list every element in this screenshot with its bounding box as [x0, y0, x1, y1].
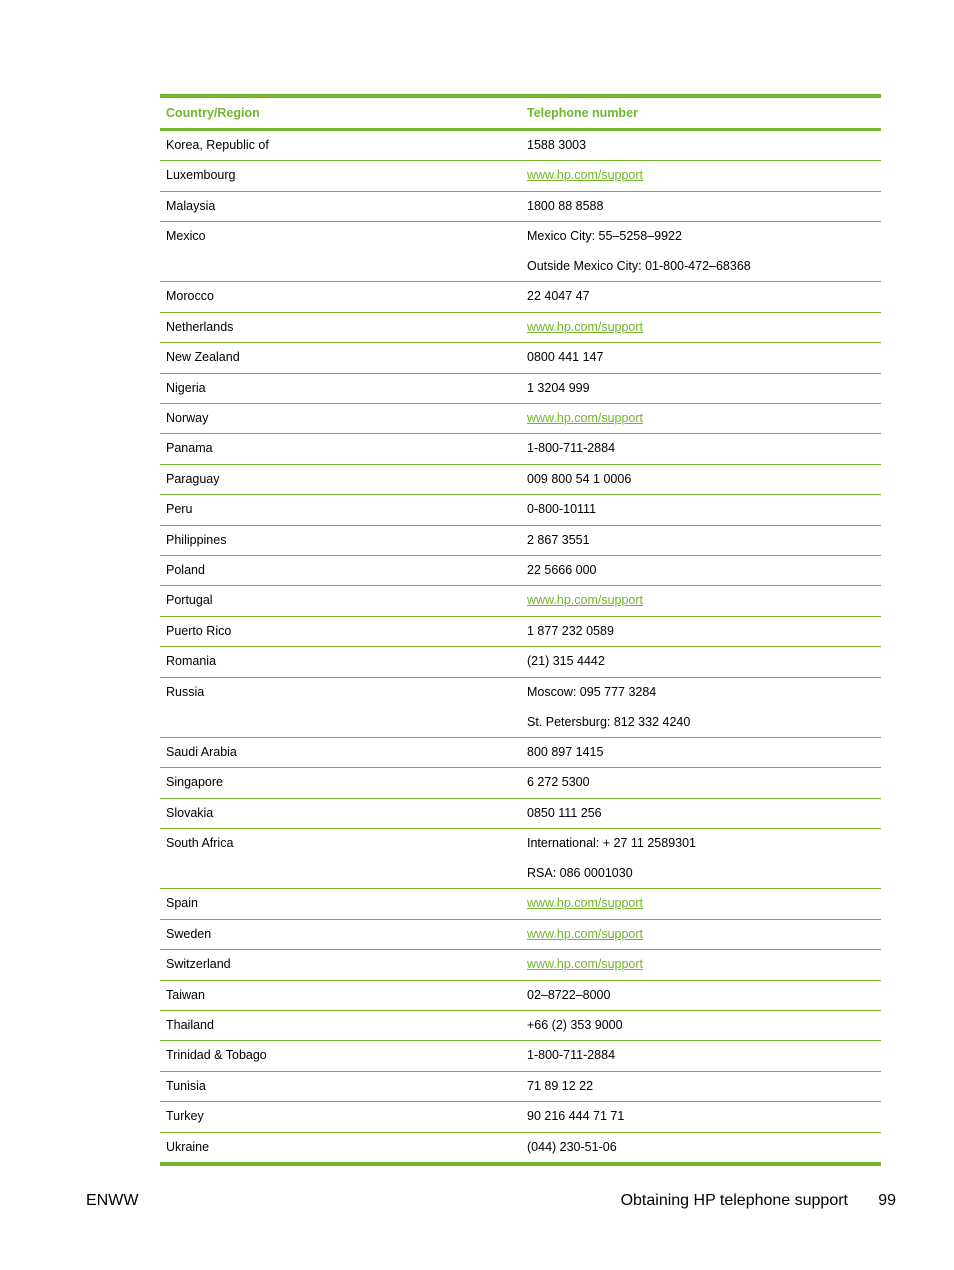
- phone-number: 1-800-711-2884: [527, 1048, 616, 1063]
- country-cell: Philippines: [166, 532, 227, 547]
- phone-cell: [521, 1102, 881, 1131]
- phone-cell: [521, 222, 881, 281]
- phone-number: 22 5666 000: [527, 563, 597, 578]
- table-row: [160, 343, 881, 373]
- country-cell: Korea, Republic of: [166, 138, 269, 152]
- phone-cell: [521, 586, 881, 615]
- table-row: [160, 282, 881, 312]
- phone-number: (21) 315 4442: [527, 654, 605, 669]
- table-row: [160, 222, 881, 282]
- page-number: 99: [878, 1192, 896, 1209]
- phone-cell: [521, 556, 881, 585]
- phone-cell: [521, 829, 881, 888]
- phone-number: +66 (2) 353 9000: [527, 1017, 623, 1032]
- phone-cell: [521, 738, 881, 767]
- phone-number: 009 800 54 1 0006: [527, 471, 632, 486]
- support-link[interactable]: www.hp.com/support: [527, 926, 644, 941]
- country-cell: Malaysia: [166, 198, 216, 213]
- table-row: [160, 678, 881, 738]
- phone-number: 1-800-711-2884: [527, 441, 616, 456]
- country-cell: Romania: [166, 654, 217, 669]
- table-row: [160, 647, 881, 677]
- country-cell: Mexico: [166, 229, 206, 244]
- phone-cell: [521, 313, 881, 342]
- country-cell: Panama: [166, 441, 213, 456]
- country-cell: Switzerland: [166, 957, 231, 972]
- country-cell: Trinidad & Tobago: [166, 1048, 267, 1063]
- phone-number: 1 877 232 0589: [527, 623, 614, 638]
- table-row: [160, 1011, 881, 1041]
- phone-cell: [521, 404, 881, 433]
- country-cell: Luxembourg: [166, 168, 236, 183]
- phone-cell: [521, 950, 881, 979]
- table-row: [160, 1072, 881, 1102]
- phone-number: St. Petersburg: 812 332 4240: [527, 714, 691, 729]
- country-cell: Paraguay: [166, 471, 220, 486]
- phone-number: RSA: 086 0001030: [527, 865, 633, 880]
- table-row: [160, 1041, 881, 1071]
- table-body: [160, 131, 881, 1162]
- country-cell: Tunisia: [166, 1078, 206, 1093]
- phone-cell: [521, 282, 881, 311]
- country-cell: Slovakia: [166, 805, 214, 820]
- phone-number: 0-800-10111: [527, 502, 597, 517]
- phone-number: 71 89 12 22: [527, 1078, 594, 1093]
- table-row: [160, 738, 881, 768]
- footer-label: ENWW: [86, 1192, 139, 1209]
- phone-cell: [521, 678, 881, 737]
- phone-cell: [521, 889, 881, 918]
- phone-number: 22 4047 47: [527, 289, 590, 304]
- table-row: [160, 404, 881, 434]
- table-row: [160, 768, 881, 798]
- table-row: [160, 374, 881, 404]
- table-row: [160, 1102, 881, 1132]
- table-row: [160, 192, 881, 222]
- phone-number: 02–8722–8000: [527, 987, 611, 1002]
- phone-number: Moscow: 095 777 3284: [527, 684, 657, 699]
- phone-cell: [521, 768, 881, 797]
- table-header: [160, 98, 881, 128]
- table-row: [160, 617, 881, 647]
- phone-cell: [521, 465, 881, 494]
- phone-cell: [521, 1072, 881, 1101]
- phone-cell: [521, 981, 881, 1010]
- country-cell: Russia: [166, 684, 205, 699]
- country-cell: Netherlands: [166, 319, 234, 334]
- country-cell: Poland: [166, 563, 205, 578]
- phone-number: 800 897 1415: [527, 744, 604, 759]
- table-row: [160, 1133, 881, 1162]
- page-footer: [0, 1192, 954, 1212]
- country-cell: Taiwan: [166, 987, 205, 1002]
- phone-number: 1 3204 999: [527, 380, 590, 395]
- table-row: [160, 950, 881, 980]
- table-row: [160, 556, 881, 586]
- table-row: [160, 161, 881, 191]
- phone-cell: [521, 1011, 881, 1040]
- phone-cell: [521, 647, 881, 676]
- support-link[interactable]: www.hp.com/support: [527, 957, 644, 972]
- phone-cell: [521, 1133, 881, 1162]
- phone-cell: [521, 617, 881, 646]
- phone-cell: [521, 374, 881, 403]
- table-row: [160, 131, 881, 161]
- phone-number: 6 272 5300: [527, 775, 590, 790]
- country-cell: Singapore: [166, 775, 223, 790]
- support-link[interactable]: www.hp.com/support: [527, 319, 644, 334]
- country-cell: New Zealand: [166, 350, 240, 365]
- table-bottom-rule: [160, 1162, 881, 1166]
- phone-number: 2 867 3551: [527, 532, 590, 547]
- phone-cell: [521, 920, 881, 949]
- phone-number: 1588 3003: [527, 138, 587, 152]
- table-row: [160, 586, 881, 616]
- phone-cell: [521, 799, 881, 828]
- country-cell: Spain: [166, 896, 198, 911]
- table-row: [160, 313, 881, 343]
- phone-number: Mexico City: 55–5258–9922: [527, 229, 682, 244]
- country-cell: Nigeria: [166, 380, 206, 395]
- phone-number: 0800 441 147: [527, 350, 604, 365]
- phone-cell: [521, 161, 881, 190]
- support-link[interactable]: www.hp.com/support: [527, 168, 644, 183]
- header-country: Country/Region: [166, 106, 260, 120]
- table-row: [160, 495, 881, 525]
- table-row: [160, 889, 881, 919]
- country-cell: Portugal: [166, 593, 213, 608]
- phone-cell: [521, 1041, 881, 1070]
- phone-cell: [521, 526, 881, 555]
- phone-number: (044) 230-51-06: [527, 1139, 617, 1154]
- support-link[interactable]: www.hp.com/support: [527, 411, 644, 426]
- country-cell: Puerto Rico: [166, 623, 232, 638]
- table-row: [160, 434, 881, 464]
- phone-cell: [521, 192, 881, 221]
- phone-number: Outside Mexico City: 01-800-472–68368: [527, 259, 751, 274]
- country-cell: Peru: [166, 502, 193, 517]
- header-phone: Telephone number: [527, 106, 638, 120]
- table-row: [160, 799, 881, 829]
- country-cell: Morocco: [166, 289, 214, 304]
- country-cell: Ukraine: [166, 1139, 210, 1154]
- table-row: [160, 920, 881, 950]
- phone-cell: [521, 434, 881, 463]
- table-row: [160, 829, 881, 889]
- support-link[interactable]: www.hp.com/support: [527, 896, 644, 911]
- phone-number: 90 216 444 71 71: [527, 1109, 625, 1124]
- support-link[interactable]: www.hp.com/support: [527, 593, 644, 608]
- phone-number: 0850 111 256: [527, 805, 602, 820]
- country-cell: Thailand: [166, 1017, 214, 1032]
- country-cell: Sweden: [166, 926, 212, 941]
- footer-section-title: Obtaining HP telephone support: [620, 1192, 848, 1209]
- country-cell: Norway: [166, 411, 209, 426]
- support-phone-table: [160, 94, 881, 1166]
- country-cell: South Africa: [166, 836, 234, 851]
- phone-cell: [521, 495, 881, 524]
- table-row: [160, 526, 881, 556]
- phone-number: International: + 27 11 2589301: [527, 836, 697, 851]
- phone-cell: [521, 343, 881, 372]
- country-cell: Saudi Arabia: [166, 744, 237, 759]
- table-row: [160, 981, 881, 1011]
- table-row: [160, 465, 881, 495]
- phone-number: 1800 88 8588: [527, 198, 604, 213]
- phone-cell: [521, 131, 881, 160]
- country-cell: Turkey: [166, 1109, 204, 1124]
